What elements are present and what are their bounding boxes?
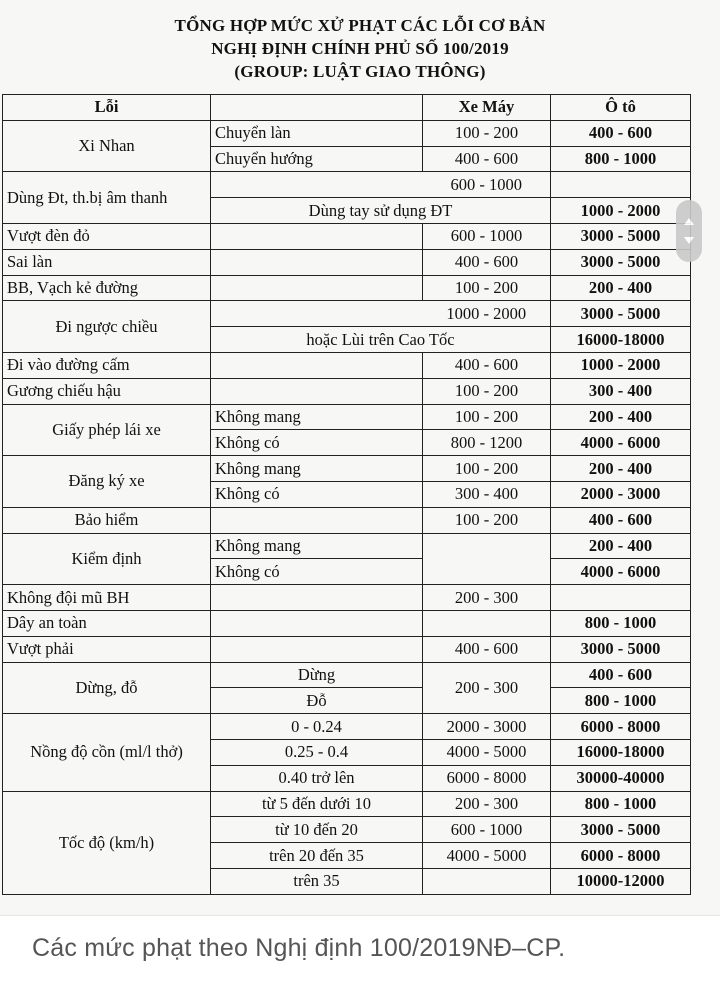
error-label: Tốc độ (km/h) xyxy=(3,791,211,894)
car-fine xyxy=(551,585,691,611)
sub-condition xyxy=(211,301,423,327)
error-label: Vượt phải xyxy=(3,636,211,662)
sub-condition xyxy=(211,636,423,662)
car-fine: 1000 - 2000 xyxy=(551,352,691,378)
error-label: Đăng ký xe xyxy=(3,456,211,508)
car-fine: 4000 - 6000 xyxy=(551,430,691,456)
table-row xyxy=(3,456,691,482)
table-row xyxy=(3,610,691,636)
motorbike-fine: 200 - 300 xyxy=(423,585,551,611)
table-row xyxy=(3,533,691,559)
car-fine: 16000-18000 xyxy=(551,739,691,765)
error-label: Giấy phép lái xe xyxy=(3,404,211,456)
car-fine: 800 - 1000 xyxy=(551,791,691,817)
motorbike-fine: 100 - 200 xyxy=(423,378,551,404)
motorbike-fine: 400 - 600 xyxy=(423,352,551,378)
sub-condition: Chuyển hướng xyxy=(211,146,423,172)
table-row xyxy=(3,249,691,275)
sub-condition: Chuyển làn xyxy=(211,120,423,146)
motorbike-fine: 600 - 1000 xyxy=(423,817,551,843)
motorbike-fine: 300 - 400 xyxy=(423,481,551,507)
car-fine: 200 - 400 xyxy=(551,456,691,482)
sub-condition: Không có xyxy=(211,559,423,585)
title-line-2: NGHỊ ĐỊNH CHÍNH PHỦ SỐ 100/2019 xyxy=(211,39,509,58)
car-fine: 1000 - 2000 xyxy=(551,198,691,224)
motorbike-fine: 100 - 200 xyxy=(423,120,551,146)
motorbike-fine: 600 - 1000 xyxy=(423,172,551,198)
motorbike-fine: 200 - 300 xyxy=(423,662,551,714)
motorbike-fine: 400 - 600 xyxy=(423,146,551,172)
motorbike-fine: 4000 - 5000 xyxy=(423,843,551,869)
sub-condition xyxy=(211,172,423,198)
sub-condition xyxy=(211,275,423,301)
table-row xyxy=(3,378,691,404)
car-fine: 10000-12000 xyxy=(551,868,691,894)
error-label: Kiểm định xyxy=(3,533,211,585)
car-fine: 3000 - 5000 xyxy=(551,223,691,249)
sub-condition xyxy=(211,352,423,378)
motorbike-fine: 400 - 600 xyxy=(423,636,551,662)
motorbike-fine xyxy=(423,533,551,585)
table-header-row xyxy=(3,95,691,121)
motorbike-fine: 800 - 1200 xyxy=(423,430,551,456)
document-title xyxy=(0,14,720,83)
motorbike-fine: 6000 - 8000 xyxy=(423,765,551,791)
sub-condition: 0.25 - 0.4 xyxy=(211,739,423,765)
sub-condition: Dừng xyxy=(211,662,423,688)
sub-condition: trên 35 xyxy=(211,868,423,894)
sub-condition xyxy=(211,378,423,404)
motorbike-fine: 4000 - 5000 xyxy=(423,739,551,765)
table-row xyxy=(3,301,691,327)
sub-condition xyxy=(211,610,423,636)
car-fine: 16000-18000 xyxy=(551,327,691,353)
sub-condition: từ 10 đến 20 xyxy=(211,817,423,843)
motorbike-fine: 2000 - 3000 xyxy=(423,714,551,740)
car-fine: 400 - 600 xyxy=(551,662,691,688)
error-label: Xi Nhan xyxy=(3,120,211,172)
car-fine: 2000 - 3000 xyxy=(551,481,691,507)
sub-condition: Không mang xyxy=(211,404,423,430)
error-label: Sai làn xyxy=(3,249,211,275)
motorbike-fine: 100 - 200 xyxy=(423,507,551,533)
error-label: Dùng Đt, th.bị âm thanh xyxy=(3,172,211,224)
motorbike-fine: 100 - 200 xyxy=(423,456,551,482)
sub-condition: Không có xyxy=(211,430,423,456)
title-line-3: (GROUP: LUẬT GIAO THÔNG) xyxy=(234,62,486,81)
motorbike-fine: 200 - 300 xyxy=(423,791,551,817)
car-fine: 3000 - 5000 xyxy=(551,636,691,662)
motorbike-fine: 100 - 200 xyxy=(423,404,551,430)
table-row xyxy=(3,791,691,817)
car-fine: 200 - 400 xyxy=(551,404,691,430)
car-fine: 6000 - 8000 xyxy=(551,843,691,869)
car-fine: 400 - 600 xyxy=(551,120,691,146)
fines-table xyxy=(2,94,691,895)
header-motorbike: Xe Máy xyxy=(423,95,551,121)
caption-text: Các mức phạt theo Nghị định 100/2019NĐ–CP. xyxy=(32,934,566,962)
table-row xyxy=(3,223,691,249)
sub-condition: Không mang xyxy=(211,456,423,482)
car-fine: 3000 - 5000 xyxy=(551,817,691,843)
sub-condition xyxy=(211,507,423,533)
scroll-down-icon xyxy=(684,237,694,244)
error-label: Nồng độ cồn (ml/l thở) xyxy=(3,714,211,791)
table-row xyxy=(3,352,691,378)
car-fine: 400 - 600 xyxy=(551,507,691,533)
error-label: BB, Vạch kẻ đường xyxy=(3,275,211,301)
car-fine: 300 - 400 xyxy=(551,378,691,404)
motorbike-fine xyxy=(423,610,551,636)
car-fine: 200 - 400 xyxy=(551,275,691,301)
sub-condition: Không có xyxy=(211,481,423,507)
sub-condition: 0 - 0.24 xyxy=(211,714,423,740)
scroll-handle[interactable] xyxy=(676,200,702,262)
scroll-up-icon xyxy=(684,218,694,225)
car-fine: 200 - 400 xyxy=(551,533,691,559)
error-label: Dây an toàn xyxy=(3,610,211,636)
error-label: Bảo hiểm xyxy=(3,507,211,533)
car-fine: 800 - 1000 xyxy=(551,610,691,636)
image-caption xyxy=(0,915,720,984)
table-row xyxy=(3,636,691,662)
header-blank xyxy=(211,95,423,121)
motorbike-fine: 400 - 600 xyxy=(423,249,551,275)
car-fine: 3000 - 5000 xyxy=(551,249,691,275)
header-error: Lỗi xyxy=(3,95,211,121)
sub-condition: Dùng tay sử dụng ĐT xyxy=(211,198,551,224)
car-fine: 800 - 1000 xyxy=(551,688,691,714)
motorbike-fine: 100 - 200 xyxy=(423,275,551,301)
table-row xyxy=(3,714,691,740)
car-fine: 3000 - 5000 xyxy=(551,301,691,327)
motorbike-fine: 1000 - 2000 xyxy=(423,301,551,327)
sub-condition xyxy=(211,249,423,275)
table-row xyxy=(3,120,691,146)
sub-condition: hoặc Lùi trên Cao Tốc xyxy=(211,327,551,353)
motorbike-fine: 600 - 1000 xyxy=(423,223,551,249)
title-line-1: TỔNG HỢP MỨC XỬ PHẠT CÁC LỖI CƠ BẢN xyxy=(174,16,546,35)
car-fine: 800 - 1000 xyxy=(551,146,691,172)
sub-condition: Không mang xyxy=(211,533,423,559)
table-row xyxy=(3,585,691,611)
sub-condition: Đỗ xyxy=(211,688,423,714)
car-fine: 30000-40000 xyxy=(551,765,691,791)
error-label: Gương chiếu hậu xyxy=(3,378,211,404)
error-label: Không đội mũ BH xyxy=(3,585,211,611)
car-fine: 4000 - 6000 xyxy=(551,559,691,585)
table-row xyxy=(3,507,691,533)
error-label: Dừng, đỗ xyxy=(3,662,211,714)
motorbike-fine xyxy=(423,868,551,894)
table-row xyxy=(3,404,691,430)
table-row xyxy=(3,275,691,301)
sub-condition: từ 5 đến dưới 10 xyxy=(211,791,423,817)
sub-condition: 0.40 trở lên xyxy=(211,765,423,791)
sub-condition xyxy=(211,223,423,249)
table-row xyxy=(3,662,691,688)
error-label: Đi ngược chiều xyxy=(3,301,211,353)
car-fine: 6000 - 8000 xyxy=(551,714,691,740)
header-car: Ô tô xyxy=(551,95,691,121)
sub-condition xyxy=(211,585,423,611)
sub-condition: trên 20 đến 35 xyxy=(211,843,423,869)
car-fine xyxy=(551,172,691,198)
error-label: Vượt đèn đỏ xyxy=(3,223,211,249)
table-row xyxy=(3,172,691,198)
error-label: Đi vào đường cấm xyxy=(3,352,211,378)
